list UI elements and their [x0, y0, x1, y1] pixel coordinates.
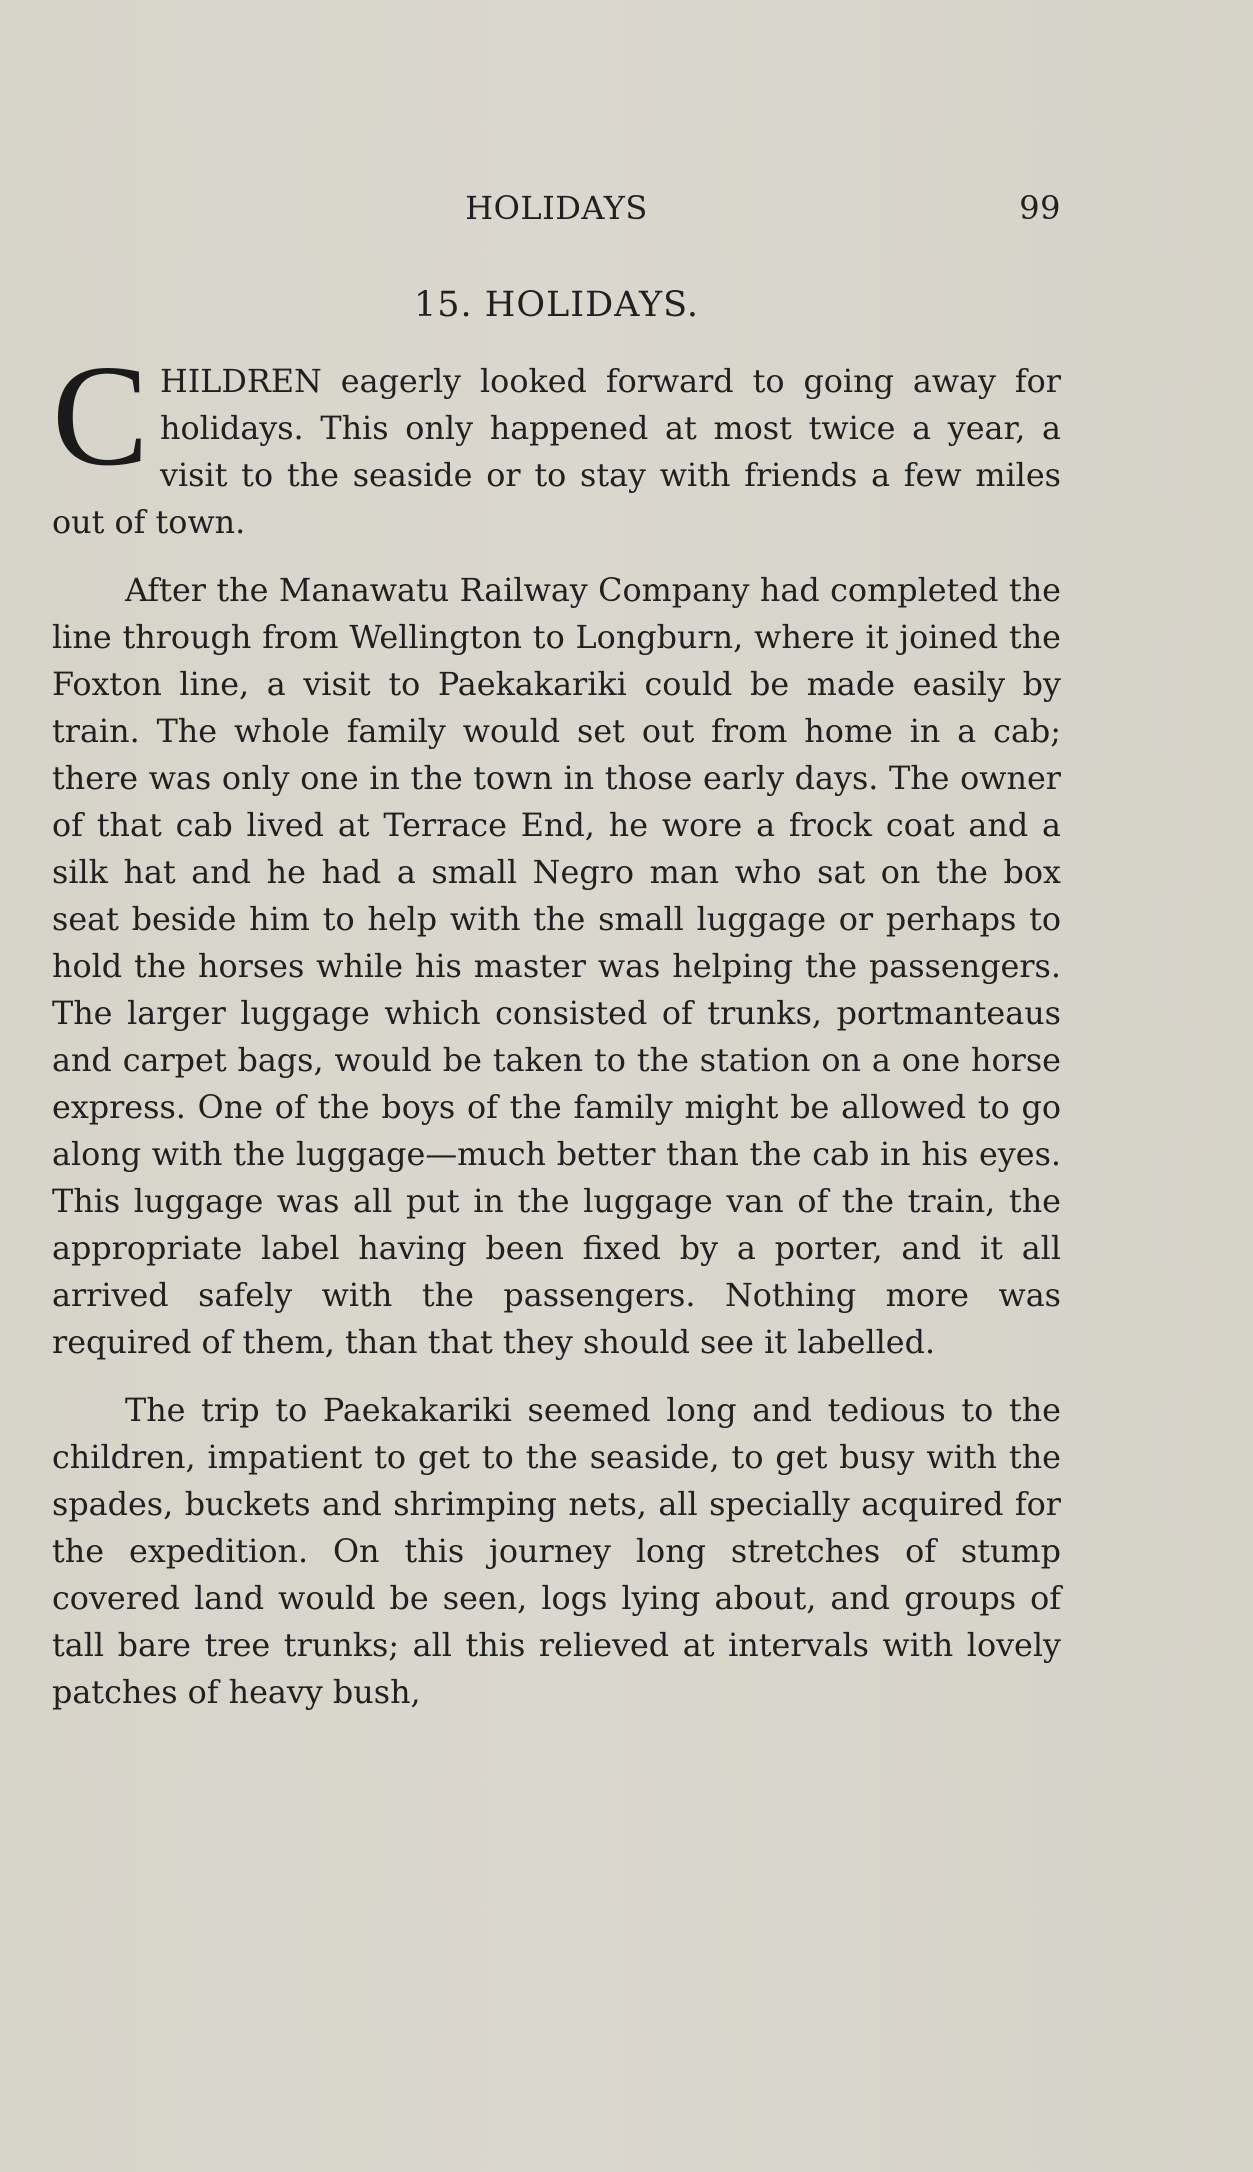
- running-head: [52, 188, 1061, 228]
- body-text: [52, 336, 1061, 1716]
- paragraph-1-text: HILDREN eagerly looked forward to going away for holidays. This only happened at most twice a year, a visit to the seaside or to stay with friends a few miles out of town.: [52, 363, 1061, 541]
- paragraph-3: The trip to Paekakariki seemed long and tedious to the children, impatient to get to the seaside, to get busy with the spades, buckets and shrimping nets, all specially acquired for the expedition. On this journey long stretches of stump covered land would be seen, logs lying about, and groups of tall bare tree trunks; all this relieved at intervals with lovely patches of heavy bush,: [52, 1392, 1061, 1711]
- paragraph-2: After the Manawatu Railway Company had completed the line through from Wellington to Longburn, where it joined the Foxton line, a visit to Paekakariki could be made easily by train. The whole family would set out from home in a cab; there was only one in the town in those early days. The owner of that cab lived at Terrace End, he wore a frock coat and a silk hat and he had a small Negro man who sat on the box seat beside him to help with the small luggage or perhaps to hold the horses while his master was helping the passengers. The larger luggage which consisted of trunks, portmanteaus and carpet bags, would be taken to the station on a one horse express. One of the boys of the family might be allowed to go along with the luggage—much better than the cab in his eyes. This luggage was all put in the luggage van of the train, the appropriate label having been fixed by a porter, and it all arrived safely with the passengers. Nothing more was required of them, than that they should see it labelled.: [52, 572, 1061, 1361]
- drop-cap-initial: C: [52, 336, 149, 496]
- paragraph-1: [52, 336, 1061, 546]
- chapter-heading: 15. HOLIDAYS.: [414, 285, 699, 325]
- page-number: 99: [1019, 189, 1061, 227]
- running-title: HOLIDAYS: [465, 189, 648, 227]
